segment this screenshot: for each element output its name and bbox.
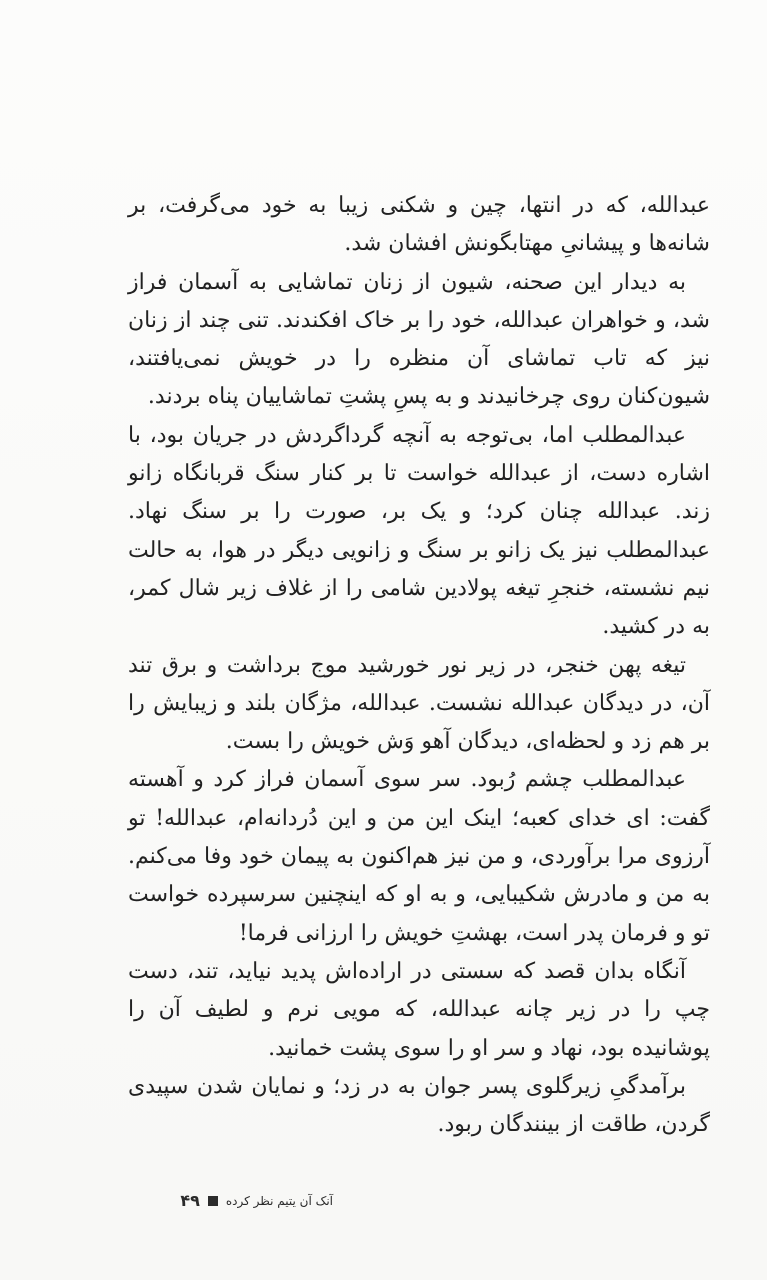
page-footer bbox=[0, 1192, 767, 1212]
paragraph-2: به دیدار این صحنه، شیون از زنان تماشایی به آسمان فراز شد، و خواهران عبدالله، خود را بر خاک افکندند. تنی چند از زنان نیز که تاب تماشای آن منظره را در خویش نمی‌یافتند، شیون‌کنان روی چرخانیدند و به پسِ پشتِ تماشاییان پناه بردند. bbox=[128, 269, 710, 410]
page-number: ۴۹ bbox=[180, 1191, 200, 1210]
square-separator-icon bbox=[208, 1196, 218, 1206]
paragraph-6: آنگاه بدان قصد که سستی در اراده‌اش پدید نیاید، تند، دست چپ را در زیر چانه عبدالله، که مویی نرم و لطیف آن را پوشانیده بود، نهاد و سر او را سوی پشت خمانید. bbox=[128, 958, 710, 1061]
paragraph-5: عبدالمطلب چشم رُبود. سر سوی آسمان فراز کرد و آهسته گفت: ای خدای کعبه؛ اینک این من و این دُردانه‌ام، عبدالله! تو آرزوی مرا برآوردی، و من نیز هم‌اکنون به پیمان خود وفا می‌کنم. به من و مادرش شکیبایی، و به او که اینچنین سرسپرده خواست تو و فرمان پدر است، بهشتِ خویش را ارزانی فرما! bbox=[128, 767, 710, 946]
paragraph-1: عبدالله، که در انتها، چین و شکنی زیبا به خود می‌گرفت، بر شانه‌ها و پیشانیِ مهتابگونش افشان شد. bbox=[128, 193, 710, 257]
footer-content bbox=[128, 1192, 333, 1210]
paragraph-4: تیغه پهن خنجر، در زیر نور خورشید موج برداشت و برق تند آن، در دیدگان عبدالله نشست. عبدالله، مژگان بلند و زیبایش را بر هم زد و لحظه‌ای، دیدگان آهو وَش خویش را بست. bbox=[128, 652, 710, 755]
body-text bbox=[128, 187, 710, 1144]
running-title: آنک آن یتیم نظر کرده bbox=[225, 1194, 333, 1208]
paragraph-3: عبدالمطلب اما، بی‌توجه به آنچه گرداگردش در جریان بود، با اشاره دست، از عبدالله خواست تا بر کنار سنگ قربانگاه زانو زند. عبدالله چنان کرد؛ و یک بر، صورت را بر سنگ نهاد. عبدالمطلب نیز یک زانو بر سنگ و زانویی دیگر در هوا، به حالت نیم نشسته، خنجرِ تیغه پولادین شامی را از غلاف زیر شال کمر، به در کشید. bbox=[128, 422, 710, 640]
paragraph-7: برآمدگیِ زیرگلوی پسر جوان به در زد؛ و نمایان شدن سپیدی گردن، طاقت از بینندگان ربود. bbox=[128, 1073, 710, 1138]
